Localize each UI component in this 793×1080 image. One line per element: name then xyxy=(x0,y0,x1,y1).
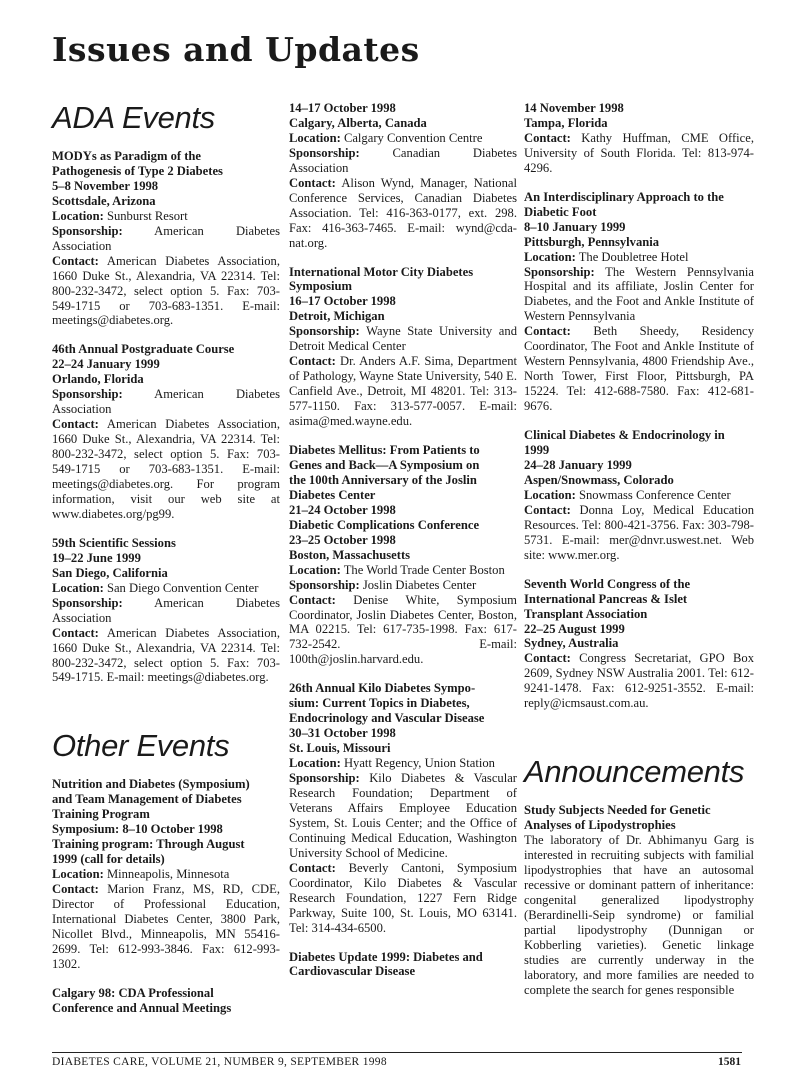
event-sponsorship-label: Sponsorship: xyxy=(52,223,123,238)
event-heading-line: An Interdisciplinary Approach to the xyxy=(524,189,724,204)
event-contact xyxy=(52,254,280,329)
event-heading-line: Boston, Massachusetts xyxy=(289,547,411,562)
event-item xyxy=(52,149,280,328)
event-contact-label: Contact: xyxy=(289,860,336,875)
event-heading-line: Clinical Diabetes & Endocrinology in xyxy=(524,428,725,443)
event-location xyxy=(52,209,280,224)
event-location xyxy=(289,756,517,771)
event-contact-value: Donna Loy, Medical Education Resources. Tel: 800-421-3756. Fax: 303-798-5731. E-mail: mer@dnvr.uswest.net. Web site: www.mer.org. xyxy=(524,502,754,562)
event-sponsorship-value: Wayne State University and Detroit Medical Center xyxy=(289,324,517,354)
event-heading-line: Diabetes Mellitus: From Patients to xyxy=(289,443,480,458)
event-location-label: Location: xyxy=(289,130,341,145)
event-heading-line: Orlando, Florida xyxy=(52,372,144,387)
event-contact-label: Contact: xyxy=(524,502,571,517)
event-heading-line: Transplant Association xyxy=(524,606,648,621)
event-heading-line: Seventh World Congress of the xyxy=(524,576,691,591)
event-location-label: Location: xyxy=(289,756,341,771)
event-heading-line: Diabetic Complications Conference xyxy=(289,517,480,532)
event-location-label: Location: xyxy=(52,867,104,882)
event-contact xyxy=(289,593,517,668)
event-item xyxy=(52,342,280,521)
ada-events-list xyxy=(52,149,280,685)
event-location-value: Hyatt Regency, Union Station xyxy=(343,756,495,771)
event-contact-value: Dr. Anders A.F. Sima, Department of Pathology, Wayne State University, 540 E. Canfield Ave., Detroit, MI 48201. Tel: 313-577-1150. Fax: 313-577-0057. E-mail: asima@med.wayne.edu. xyxy=(289,354,517,429)
event-heading-line: Diabetic Foot xyxy=(524,204,597,219)
event-heading-line: 16–17 October 1998 xyxy=(289,294,396,309)
event-heading-line: International Pancreas & Islet xyxy=(524,591,688,606)
event-contact-label: Contact: xyxy=(524,324,571,339)
other-events-list xyxy=(52,777,280,1015)
event-item xyxy=(524,101,754,176)
event-location-value: San Diego Convention Center xyxy=(106,580,259,595)
event-contact xyxy=(524,131,754,176)
event-item xyxy=(52,536,280,686)
col3-events-list xyxy=(524,101,754,711)
event-contact-label: Contact: xyxy=(52,417,99,432)
event-sponsorship xyxy=(289,771,517,861)
event-item xyxy=(289,681,517,935)
event-contact xyxy=(289,176,517,251)
event-item xyxy=(52,986,280,1016)
event-sponsorship-value: Kilo Diabetes & Vascular Research Foundation; Department of Veterans Affairs Employee Education System, St. Louis Center; and the Office of Continuing Medical Education, Washington University School of Medicine. xyxy=(289,771,517,860)
event-heading-line: Endocrinology and Vascular Disease xyxy=(289,711,485,726)
event-item xyxy=(289,443,517,667)
event-heading-line: Pittsburgh, Pennsylvania xyxy=(524,234,660,249)
event-item xyxy=(289,101,517,251)
event-location xyxy=(289,563,517,578)
column-1 xyxy=(52,101,280,1030)
event-location-value: The Doubletree Hotel xyxy=(578,249,689,264)
event-heading-line: Detroit, Michigan xyxy=(289,309,385,324)
event-heading-line: 22–24 January 1999 xyxy=(52,357,160,372)
announcement-body: The laboratory of Dr. Abhimanyu Garg is interested in recruiting subjects with familial lipodystrophies that have an autosomal recessive or dominant pattern of inheritance: congenital generalized lipodystrophy (Berardinelli-Seip syndrome) or familial partial lipodystrophy (Dunnigan or Kobberling varieties). Genetic linkage studies are currently underway in the laboratory, and more families are needed to complete the search for genes responsible xyxy=(524,833,754,997)
event-heading-line: Tampa, Florida xyxy=(524,115,608,130)
event-location xyxy=(52,867,280,882)
event-item xyxy=(289,950,517,980)
column-3 xyxy=(524,101,754,1012)
announcement-item xyxy=(524,803,754,997)
event-heading-line: 8–10 January 1999 xyxy=(524,219,626,234)
event-heading-line: Scottsdale, Arizona xyxy=(52,193,156,208)
event-location xyxy=(52,581,280,596)
section-heading-other-events: Other Events xyxy=(52,728,230,764)
event-contact xyxy=(524,503,754,563)
event-location-value: The World Trade Center Boston xyxy=(343,562,505,577)
event-contact xyxy=(524,324,754,414)
event-sponsorship xyxy=(524,265,754,325)
announcement-heading-line: Study Subjects Needed for Genetic xyxy=(524,803,711,818)
event-heading-line: Aspen/Snowmass, Colorado xyxy=(524,472,674,487)
event-contact xyxy=(289,354,517,429)
event-contact-label: Contact: xyxy=(52,253,99,268)
event-location-label: Location: xyxy=(524,249,576,264)
event-heading-line: 24–28 January 1999 xyxy=(524,457,632,472)
event-heading-line: Diabetes Update 1999: Diabetes and xyxy=(289,949,483,964)
announcement-heading-line: Analyses of Lipodystrophies xyxy=(524,818,676,833)
event-location-label: Location: xyxy=(524,487,576,502)
event-heading-line: 23–25 October 1998 xyxy=(289,532,396,547)
event-contact-label: Contact: xyxy=(524,130,571,145)
event-heading-line: Cardiovascular Disease xyxy=(289,964,416,979)
event-contact-value: Congress Secretariat, GPO Box 2609, Sydney NSW Australia 2001. Tel: 612-9241-1478. Fax: 612-9251-3552. E-mail: reply@icmsaust.com.au. xyxy=(524,651,754,711)
event-heading-line: Nutrition and Diabetes (Symposium) xyxy=(52,777,250,792)
event-sponsorship xyxy=(289,578,517,593)
event-contact-value: Denise White, Symposium Coordinator, Joslin Diabetes Center, Boston, MA 02215. Tel: 617-735-1998. Fax: 617-732-2542. E-mail: 100th@joslin.harvard.edu. xyxy=(289,592,517,667)
event-contact-value: American Diabetes Association, 1660 Duke St., Alexandria, VA 22314. Tel: 800-232-3472, select option 5. Fax: 703-549-1715. E-mail: meetings@diabetes.org. xyxy=(52,625,280,685)
event-item xyxy=(524,190,754,414)
event-sponsorship xyxy=(289,324,517,354)
event-location-value: Snowmass Conference Center xyxy=(578,487,731,502)
event-contact-label: Contact: xyxy=(52,882,99,897)
event-sponsorship-value: The Western Pennsylvania Hospital and its affiliate, Joslin Center for Diabetes, and the Foot and Ankle Institute of Western Pennsylvania xyxy=(524,264,754,324)
event-sponsorship-value: American Diabetes Association xyxy=(52,387,280,417)
event-heading-line: the 100th Anniversary of the Joslin xyxy=(289,472,477,487)
footer-journal-info: DIABETES CARE, VOLUME 21, NUMBER 9, SEPTEMBER 1998 xyxy=(52,1056,387,1068)
event-sponsorship-label: Sponsorship: xyxy=(289,324,360,339)
event-heading-line: 1999 (call for details) xyxy=(52,852,165,867)
column-2 xyxy=(289,101,517,993)
event-contact-value: Beverly Cantoni, Symposium Coordinator, Kilo Diabetes & Vascular Research Foundation, 1227 Fern Ridge Parkway, Suite 100, St. Louis, MO 63141. Tel: 314-434-6500. xyxy=(289,860,517,935)
event-heading-line: Training Program xyxy=(52,807,150,822)
event-location-value: Sunburst Resort xyxy=(106,208,188,223)
event-heading-line: Genes and Back—A Symposium on xyxy=(289,457,480,472)
section-heading-announcements: Announcements xyxy=(524,754,745,790)
event-sponsorship xyxy=(52,596,280,626)
event-sponsorship-value: American Diabetes Association xyxy=(52,595,280,625)
event-heading-line: 5–8 November 1998 xyxy=(52,178,159,193)
event-heading-line: sium: Current Topics in Diabetes, xyxy=(289,696,470,711)
event-contact xyxy=(52,417,280,522)
event-contact-value: Marion Franz, MS, RD, CDE, Director of Professional Education, International Diabetes Center, 3800 Park, Nicollet Blvd., Minneapolis, MN 55416-2699. Tel: 612-993-3846. Fax: 612-993-1302. xyxy=(52,882,280,971)
event-heading-line: San Diego, California xyxy=(52,565,168,580)
event-heading-line: 1999 xyxy=(524,443,550,458)
event-heading-line: Symposium: 8–10 October 1998 xyxy=(52,822,223,837)
event-item xyxy=(524,428,754,563)
event-contact-value: Beth Sheedy, Residency Coordinator, The Foot and Ankle Institute of Western Pennsylvania, 4800 Friendship Ave., North Tower, First Floor, Pittsburgh, PA 15224. Tel: 412-688-7580. Fax: 412-681-9676. xyxy=(524,324,754,414)
event-location-label: Location: xyxy=(52,580,104,595)
col2-events-list xyxy=(289,101,517,979)
event-sponsorship xyxy=(289,146,517,176)
event-item xyxy=(289,265,517,429)
event-heading-line: Conference and Annual Meetings xyxy=(52,1000,232,1015)
page-title: Issues and Updates xyxy=(52,30,420,69)
event-heading-line: 46th Annual Postgraduate Course xyxy=(52,342,235,357)
section-heading-ada-events: ADA Events xyxy=(52,100,215,135)
event-contact-label: Contact: xyxy=(289,175,336,190)
event-contact-value: Kathy Huffman, CME Office, University of South Florida. Tel: 813-974-4296. xyxy=(524,130,754,175)
event-heading-line: Pathogenesis of Type 2 Diabetes xyxy=(52,163,223,178)
event-heading-line: Diabetes Center xyxy=(289,487,376,502)
event-sponsorship xyxy=(52,387,280,417)
event-heading-line: 21–24 October 1998 xyxy=(289,502,396,517)
event-location-label: Location: xyxy=(52,208,104,223)
event-heading-line: Training program: Through August xyxy=(52,837,245,852)
event-heading-line: 22–25 August 1999 xyxy=(524,621,625,636)
event-heading-line: 59th Scientific Sessions xyxy=(52,535,176,550)
event-contact-label: Contact: xyxy=(289,592,336,607)
event-contact xyxy=(289,861,517,936)
event-heading-line: Symposium xyxy=(289,279,352,294)
event-heading-line: 26th Annual Kilo Diabetes Sympo- xyxy=(289,681,476,696)
event-sponsorship-label: Sponsorship: xyxy=(289,771,360,786)
event-heading-line: 14 November 1998 xyxy=(524,101,624,115)
event-sponsorship-value: American Diabetes Association xyxy=(52,223,280,253)
event-item xyxy=(52,777,280,971)
event-heading-line: International Motor City Diabetes xyxy=(289,264,474,279)
event-location xyxy=(289,131,517,146)
event-location-value: Calgary Convention Centre xyxy=(343,130,483,145)
event-sponsorship xyxy=(52,224,280,254)
event-contact-label: Contact: xyxy=(524,651,571,666)
event-heading-line: St. Louis, Missouri xyxy=(289,741,391,756)
event-contact-value: American Diabetes Association, 1660 Duke St., Alexandria, VA 22314. Tel: 800-232-3472, select option 5. Fax: 703-549-1715 or 703-683-1351. E-mail: meetings@diabetes.org. For program information, visit our web site at www.diabetes.org/pg99. xyxy=(52,417,280,521)
event-contact xyxy=(52,882,280,972)
event-item xyxy=(524,577,754,712)
event-contact xyxy=(52,626,280,686)
event-heading-line: MODYs as Paradigm of the xyxy=(52,149,202,163)
event-heading-line: Calgary, Alberta, Canada xyxy=(289,115,427,130)
event-contact xyxy=(524,651,754,711)
event-location-value: Minneapolis, Minnesota xyxy=(106,867,230,882)
event-sponsorship-value: Joslin Diabetes Center xyxy=(362,577,477,592)
event-contact-label: Contact: xyxy=(289,354,336,369)
event-heading-line: 14–17 October 1998 xyxy=(289,101,396,115)
event-location xyxy=(524,250,754,265)
event-sponsorship-label: Sponsorship: xyxy=(524,264,595,279)
event-contact-value: Alison Wynd, Manager, National Conference Services, Canadian Diabetes Association. Tel: 416-363-0177, ext. 298. Fax: 416-363-7465. E-mail: wynd@cda-nat.org. xyxy=(289,175,517,250)
event-sponsorship-label: Sponsorship: xyxy=(289,145,360,160)
event-sponsorship-value: Canadian Diabetes Association xyxy=(289,145,517,175)
event-sponsorship-label: Sponsorship: xyxy=(52,595,123,610)
event-location-label: Location: xyxy=(289,562,341,577)
footer-divider xyxy=(52,1052,742,1053)
event-heading-line: Calgary 98: CDA Professional xyxy=(52,985,214,1000)
event-contact-label: Contact: xyxy=(52,625,99,640)
event-location xyxy=(524,488,754,503)
footer-page-number: 1581 xyxy=(718,1056,741,1068)
event-heading-line: 30–31 October 1998 xyxy=(289,726,396,741)
event-sponsorship-label: Sponsorship: xyxy=(52,387,123,402)
event-contact-value: American Diabetes Association, 1660 Duke St., Alexandria, VA 22314. Tel: 800-232-3472, select option 5. Fax: 703-549-1715 or 703-683-1351. E-mail: meetings@diabetes.org. xyxy=(52,253,280,328)
event-sponsorship-label: Sponsorship: xyxy=(289,577,360,592)
event-heading-line: and Team Management of Diabetes xyxy=(52,792,242,807)
event-heading-line: 19–22 June 1999 xyxy=(52,550,141,565)
event-heading-line: Sydney, Australia xyxy=(524,636,619,651)
